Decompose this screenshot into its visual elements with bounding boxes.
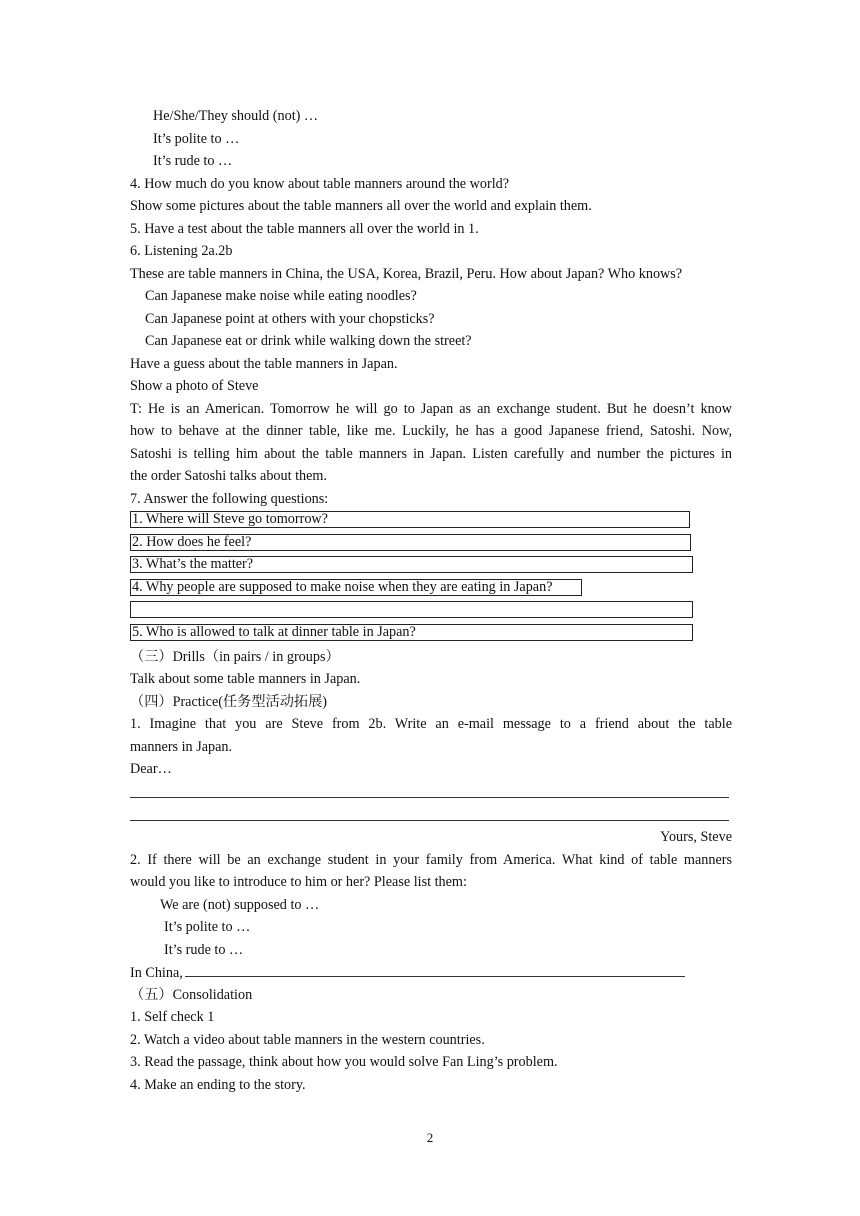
- sentence-pattern-supposed: We are (not) supposed to …: [160, 897, 320, 913]
- question-line: Can Japanese make noise while eating noodles?: [145, 288, 417, 304]
- question-box[interactable]: 2. How does he feel?: [130, 534, 691, 551]
- paragraph-line: the order Satoshi talks about them.: [130, 468, 328, 484]
- paragraph-line: 1. Imagine that you are Steve from 2b. Write an e-mail message to a friend about the table: [130, 716, 732, 732]
- sentence-pattern-rude: It’s rude to …: [153, 153, 233, 169]
- letter-signature: Yours, Steve: [660, 829, 732, 845]
- question-line: Can Japanese point at others with your chopsticks?: [145, 311, 435, 327]
- question-line: Can Japanese eat or drink while walking down the street?: [145, 333, 472, 349]
- page-number: 2: [426, 1130, 434, 1145]
- question-box[interactable]: 3. What’s the matter?: [130, 556, 693, 573]
- text-line: Show a photo of Steve: [130, 378, 259, 394]
- paragraph-line: how to behave at the dinner table, like me. Luckily, he has a good Japanese friend, Satoshi. Now,: [130, 423, 732, 439]
- letter-greeting: Dear…: [130, 761, 172, 777]
- step-6-heading: 6. Listening 2a.2b: [130, 243, 233, 259]
- step-4-heading: 4. How much do you know about table manners around the world?: [130, 176, 510, 192]
- text-line: Talk about some table manners in Japan.: [130, 671, 361, 687]
- text-line: Show some pictures about the table manners all over the world and explain them.: [130, 198, 592, 214]
- fill-in-blank[interactable]: [185, 963, 685, 977]
- paragraph-line: manners in Japan.: [130, 739, 233, 755]
- fill-in-line: [130, 963, 732, 982]
- paragraph-line: 2. If there will be an exchange student in your family from America. What kind of table manners: [130, 852, 732, 868]
- sentence-pattern-polite: It’s polite to …: [164, 919, 251, 935]
- paragraph-line: would you like to introduce to him or her? Please list them:: [130, 874, 467, 890]
- text-line: Have a guess about the table manners in Japan.: [130, 356, 398, 372]
- writing-line[interactable]: [130, 797, 729, 798]
- fill-in-label: In China,: [130, 965, 183, 981]
- section-drills-heading: （三）Drills（in pairs / in groups）: [130, 649, 340, 665]
- question-box[interactable]: 5. Who is allowed to talk at dinner table in Japan?: [130, 624, 693, 641]
- list-item: 4. Make an ending to the story.: [130, 1077, 306, 1093]
- paragraph-line: T: He is an American. Tomorrow he will go to Japan as an exchange student. But he doesn’t know: [130, 401, 732, 417]
- list-item: 1. Self check 1: [130, 1009, 215, 1025]
- step-5-heading: 5. Have a test about the table manners all over the world in 1.: [130, 221, 479, 237]
- answer-box[interactable]: [130, 601, 693, 618]
- question-box[interactable]: 1. Where will Steve go tomorrow?: [130, 511, 690, 528]
- question-box[interactable]: 4. Why people are supposed to make noise when they are eating in Japan?: [130, 579, 582, 596]
- paragraph-line: Satoshi is telling him about the table manners in Japan. Listen carefully and number the pictures in: [130, 446, 732, 462]
- list-item: 3. Read the passage, think about how you would solve Fan Ling’s problem.: [130, 1054, 558, 1070]
- sentence-pattern-rude: It’s rude to …: [164, 942, 244, 958]
- section-practice-heading: （四）Practice(任务型活动拓展): [130, 694, 328, 710]
- step-7-heading: 7. Answer the following questions:: [130, 491, 329, 507]
- list-item: 2. Watch a video about table manners in the western countries.: [130, 1032, 485, 1048]
- text-line: These are table manners in China, the USA, Korea, Brazil, Peru. How about Japan? Who knows?: [130, 266, 683, 282]
- sentence-pattern-polite: It’s polite to …: [153, 131, 240, 147]
- sentence-pattern-should: He/She/They should (not) …: [153, 108, 319, 124]
- section-consolidation-heading: （五）Consolidation: [130, 987, 253, 1003]
- writing-line[interactable]: [130, 820, 729, 821]
